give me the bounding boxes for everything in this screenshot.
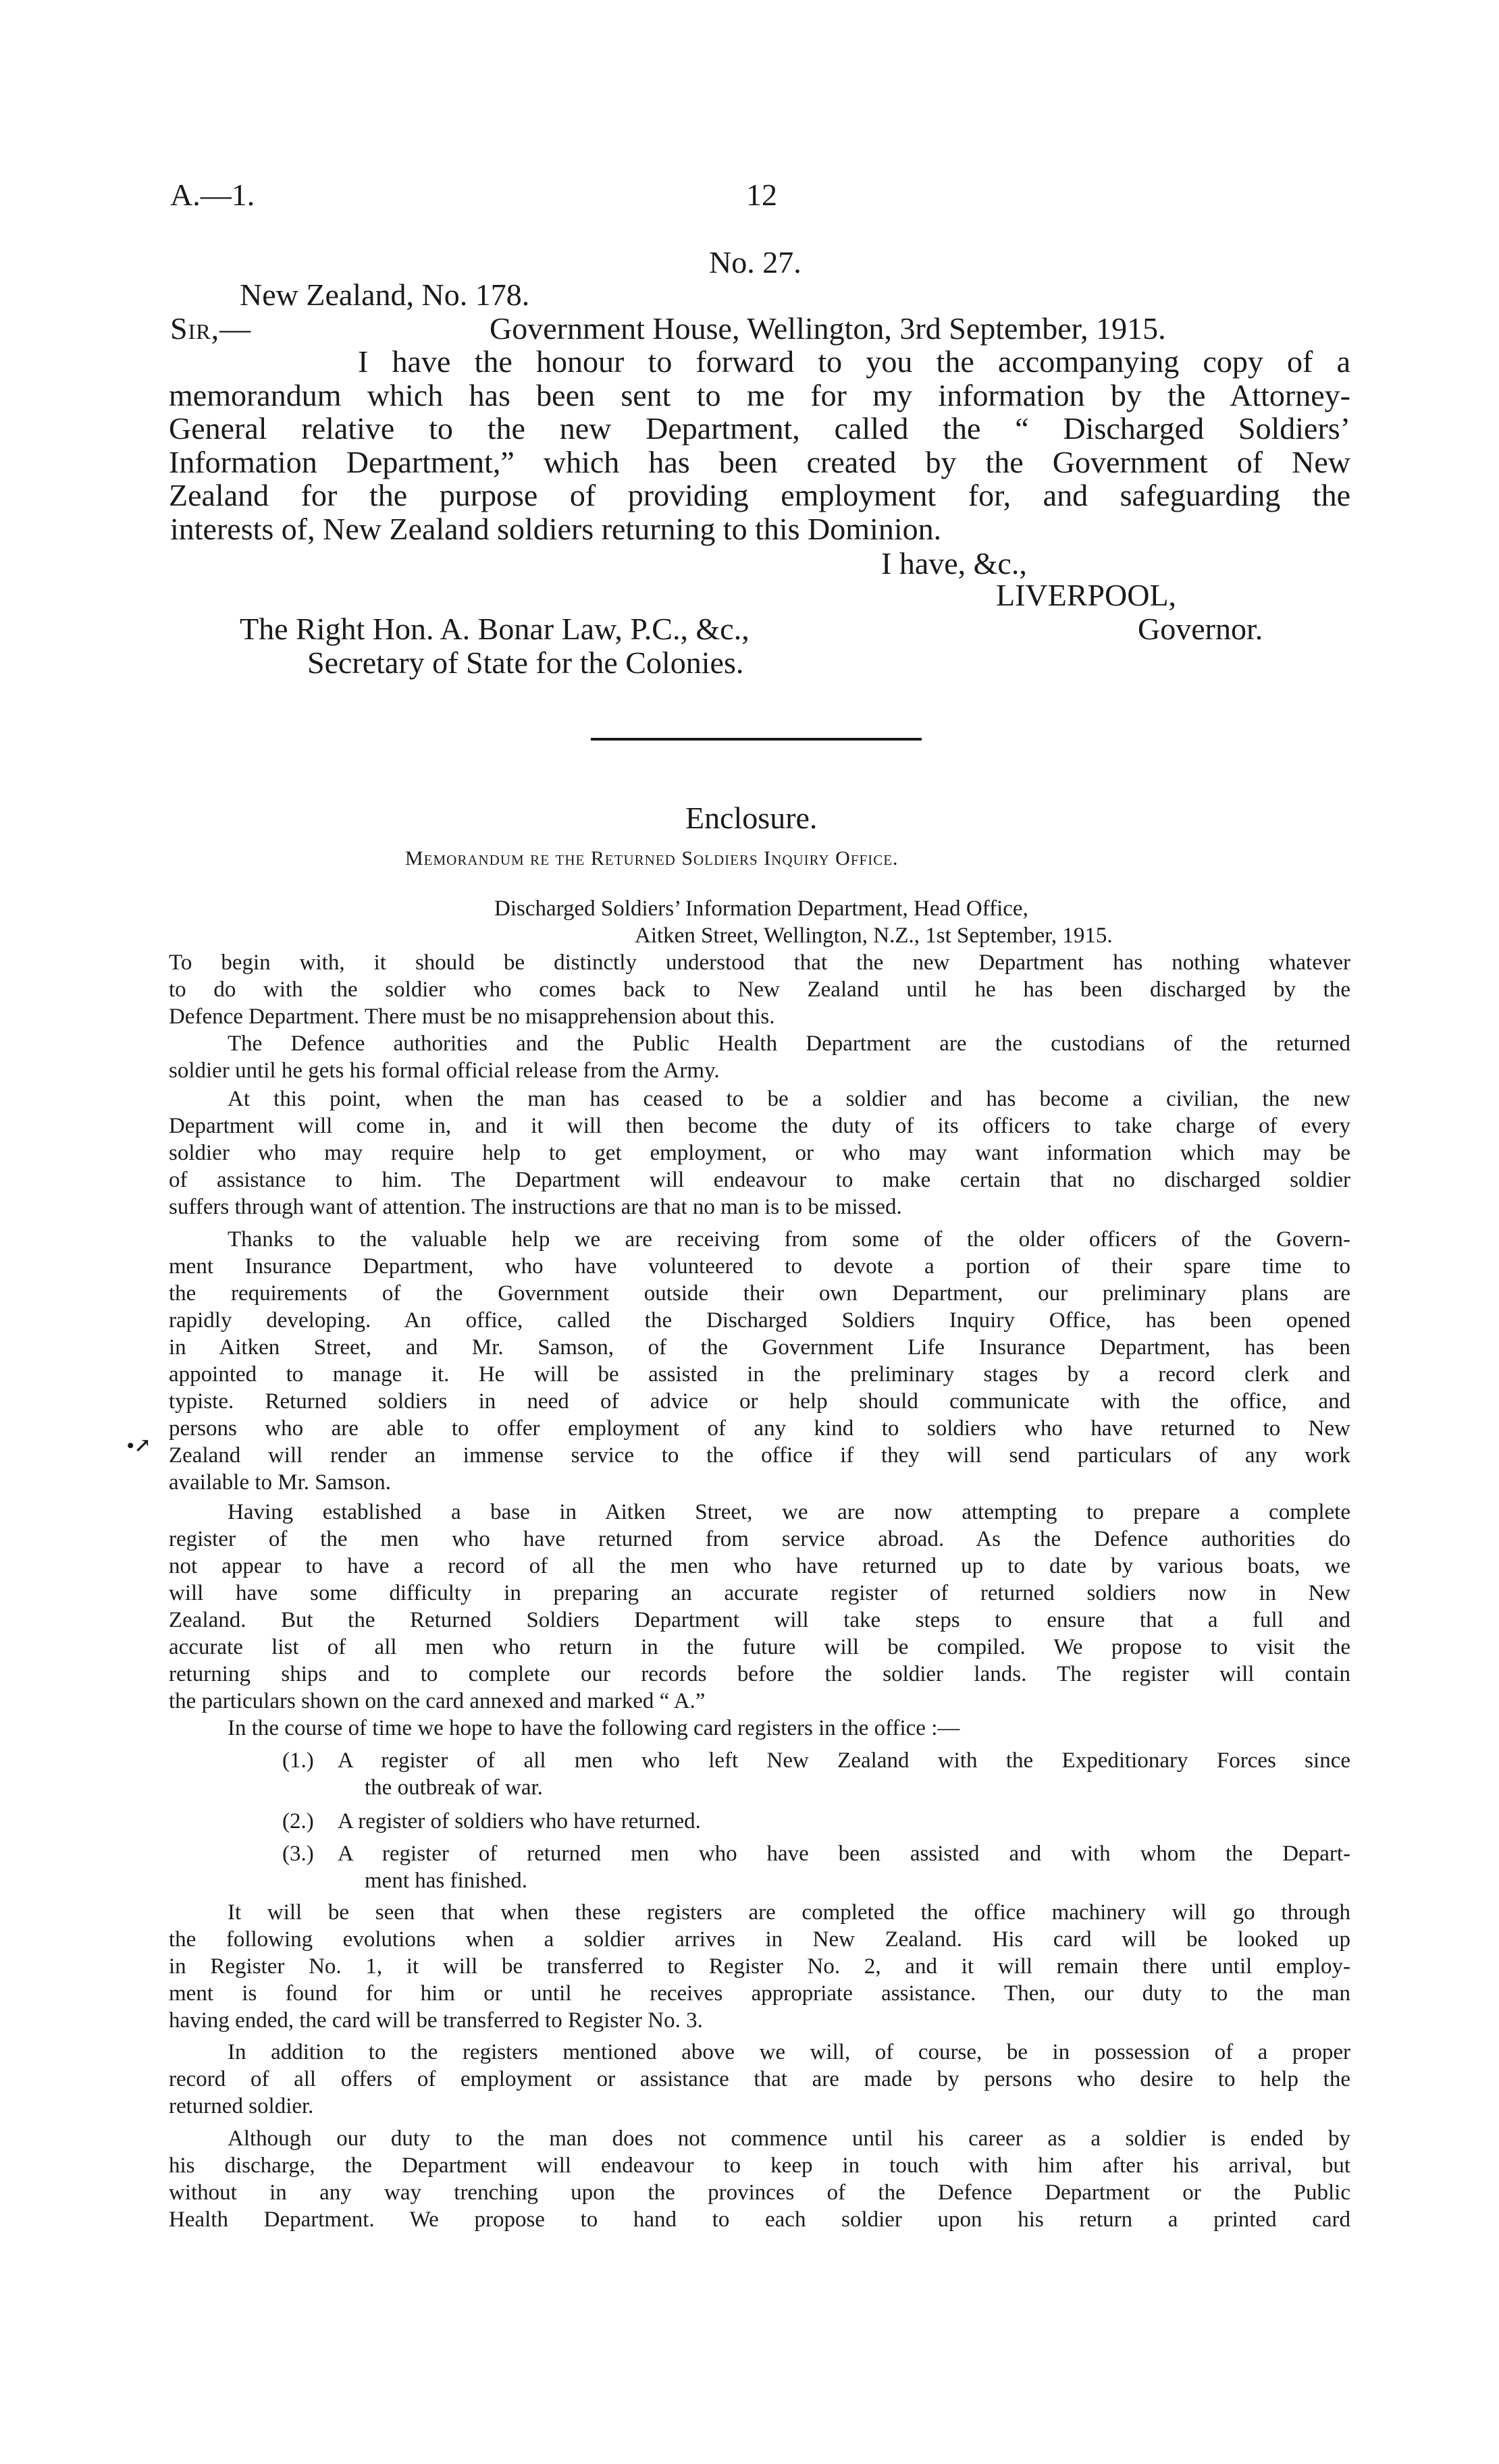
- list-item-text: A register of soldiers who have returned.: [338, 1809, 701, 1833]
- body-line: ment Insurance Department, who have volunteered to devote a portion of their spare time to: [169, 1254, 1350, 1279]
- body-line: suffers through want of attention. The instructions are that no man is to be missed.: [169, 1195, 902, 1219]
- body-line: having ended, the card will be transferred to Register No. 3.: [169, 2008, 703, 2033]
- body-line: returned soldier.: [169, 2094, 314, 2118]
- body-line: of assistance to him. The Department will endeavour to make certain that no discharged soldier: [169, 1168, 1350, 1192]
- salutation: Sir,—: [170, 311, 252, 346]
- list-item-text: ment has finished.: [365, 1869, 528, 1893]
- margin-mark: •↗: [127, 1435, 151, 1457]
- enclosure-from-line: Discharged Soldiers’ Information Department, Head Office,: [494, 896, 1028, 921]
- body-line: Health Department. We propose to hand to each soldier upon his return a printed card: [169, 2207, 1350, 2232]
- letter-line: Zealand for the purpose of providing employment for, and safeguarding the: [169, 478, 1350, 512]
- body-line: At this point, when the man has ceased to be a soldier and has become a civilian, the new: [228, 1087, 1350, 1111]
- body-line: available to Mr. Samson.: [169, 1470, 392, 1495]
- body-line: Thanks to the valuable help we are receiving from some of the older officers of the Govern-: [228, 1227, 1350, 1252]
- body-line: Defence Department. There must be no misapprehension about this.: [169, 1005, 775, 1029]
- body-line: To begin with, it should be distinctly understood that the new Department has nothing whatever: [169, 950, 1350, 975]
- body-line: soldier who may require help to get employment, or who may want information which may be: [169, 1141, 1350, 1165]
- addressee: The Right Hon. A. Bonar Law, P.C., &c.,: [240, 612, 750, 646]
- body-line: soldier until he gets his formal official release from the Army.: [169, 1059, 720, 1083]
- letter-line: General relative to the new Department, called the “ Discharged Soldiers’: [169, 411, 1350, 446]
- body-line: not appear to have a record of all the men who have returned up to date by various boats, we: [169, 1554, 1350, 1578]
- letter-line: memorandum which has been sent to me for my information by the Attorney-: [169, 378, 1350, 412]
- body-line: rapidly developing. An office, called the Discharged Soldiers Inquiry Office, has been opened: [169, 1308, 1350, 1333]
- addressee-title: Secretary of State for the Colonies.: [307, 645, 744, 680]
- body-line: without in any way trenching upon the provinces of the Defence Department or the Public: [169, 2180, 1350, 2205]
- body-line: Zealand. But the Returned Soldiers Department will take steps to ensure that a full and: [169, 1608, 1350, 1632]
- body-line: in Aitken Street, and Mr. Samson, of the Government Life Insurance Department, has been: [169, 1335, 1350, 1360]
- document-reference: A.—1.: [170, 178, 255, 212]
- list-item-text: A register of returned men who have been assisted and with whom the Depart-: [338, 1842, 1350, 1866]
- list-number: (2.): [282, 1809, 314, 1833]
- body-line: The Defence authorities and the Public Health Department are the custodians of the returned: [228, 1032, 1350, 1056]
- body-line: typiste. Returned soldiers in need of advice or help should communicate with the office, and: [169, 1389, 1350, 1414]
- body-line: It will be seen that when these registers are completed the office machinery will go through: [228, 1900, 1350, 1925]
- body-line: the following evolutions when a soldier arrives in New Zealand. His card will be looked up: [169, 1927, 1350, 1952]
- body-line: Although our duty to the man does not commence until his career as a soldier is ended by: [228, 2126, 1350, 2151]
- memorandum-heading: Memorandum re the Returned Soldiers Inquiry Office.: [405, 847, 899, 869]
- list-item-text: A register of all men who left New Zealand with the Expeditionary Forces since: [338, 1748, 1350, 1773]
- body-line: accurate list of all men who return in the future will be compiled. We propose to visit the: [169, 1635, 1350, 1659]
- body-line: register of the men who have returned from service abroad. As the Defence authorities do: [169, 1527, 1350, 1551]
- body-line: ment is found for him or until he receives appropriate assistance. Then, our duty to the man: [169, 1981, 1350, 2006]
- body-line: In addition to the registers mentioned above we will, of course, be in possession of a proper: [228, 2040, 1350, 2064]
- letter-line: I have the honour to forward to you the accompanying copy of a: [358, 344, 1350, 379]
- body-line: to do with the soldier who comes back to New Zealand until he has been discharged by the: [169, 977, 1350, 1002]
- body-line: Zealand will render an immense service to the office if they will send particulars of any work: [169, 1443, 1350, 1468]
- closing: I have, &c.,: [881, 546, 1027, 581]
- enclosure-from-line: Aitken Street, Wellington, N.Z., 1st September, 1915.: [635, 923, 1113, 948]
- place-date: Government House, Wellington, 3rd September, 1915.: [490, 311, 1166, 346]
- letter-line: interests of, New Zealand soldiers returning to this Dominion.: [170, 512, 942, 546]
- body-line: persons who are able to offer employment of any kind to soldiers who have returned to New: [169, 1416, 1350, 1441]
- body-line: in Register No. 1, it will be transferred to Register No. 2, and it will remain there until employ-: [169, 1954, 1350, 1979]
- page-number: 12: [746, 178, 777, 212]
- body-line: will have some difficulty in preparing an accurate register of returned soldiers now in New: [169, 1581, 1350, 1605]
- body-line: the requirements of the Government outside their own Department, our preliminary plans are: [169, 1281, 1350, 1306]
- separator-rule: [591, 738, 922, 741]
- body-line: Department will come in, and it will then become the duty of its officers to take charge of every: [169, 1114, 1350, 1138]
- body-line: his discharge, the Department will endeavour to keep in touch with him after his arrival, but: [169, 2153, 1350, 2178]
- body-line: the particulars shown on the card annexed and marked “ A.”: [169, 1689, 706, 1713]
- despatch-number: No. 27.: [709, 245, 801, 279]
- enclosure-heading: Enclosure.: [685, 801, 818, 835]
- list-item-text: the outbreak of war.: [365, 1775, 543, 1800]
- list-number: (1.): [282, 1748, 314, 1773]
- letter-line: Information Department,” which has been created by the Government of New: [169, 445, 1350, 479]
- body-line: record of all offers of employment or assistance that are made by persons who desire to help the: [169, 2067, 1350, 2091]
- body-line: Having established a base in Aitken Street, we are now attempting to prepare a complete: [228, 1500, 1350, 1524]
- signature-title: Governor.: [1138, 612, 1263, 646]
- list-number: (3.): [282, 1842, 314, 1866]
- body-line: returning ships and to complete our records before the soldier lands. The register will contain: [169, 1662, 1350, 1686]
- signature: LIVERPOOL,: [996, 578, 1177, 612]
- list-intro: In the course of time we hope to have the following card registers in the office :—: [228, 1716, 960, 1740]
- nz-despatch-number: New Zealand, No. 178.: [240, 277, 530, 312]
- body-line: appointed to manage it. He will be assisted in the preliminary stages by a record clerk and: [169, 1362, 1350, 1387]
